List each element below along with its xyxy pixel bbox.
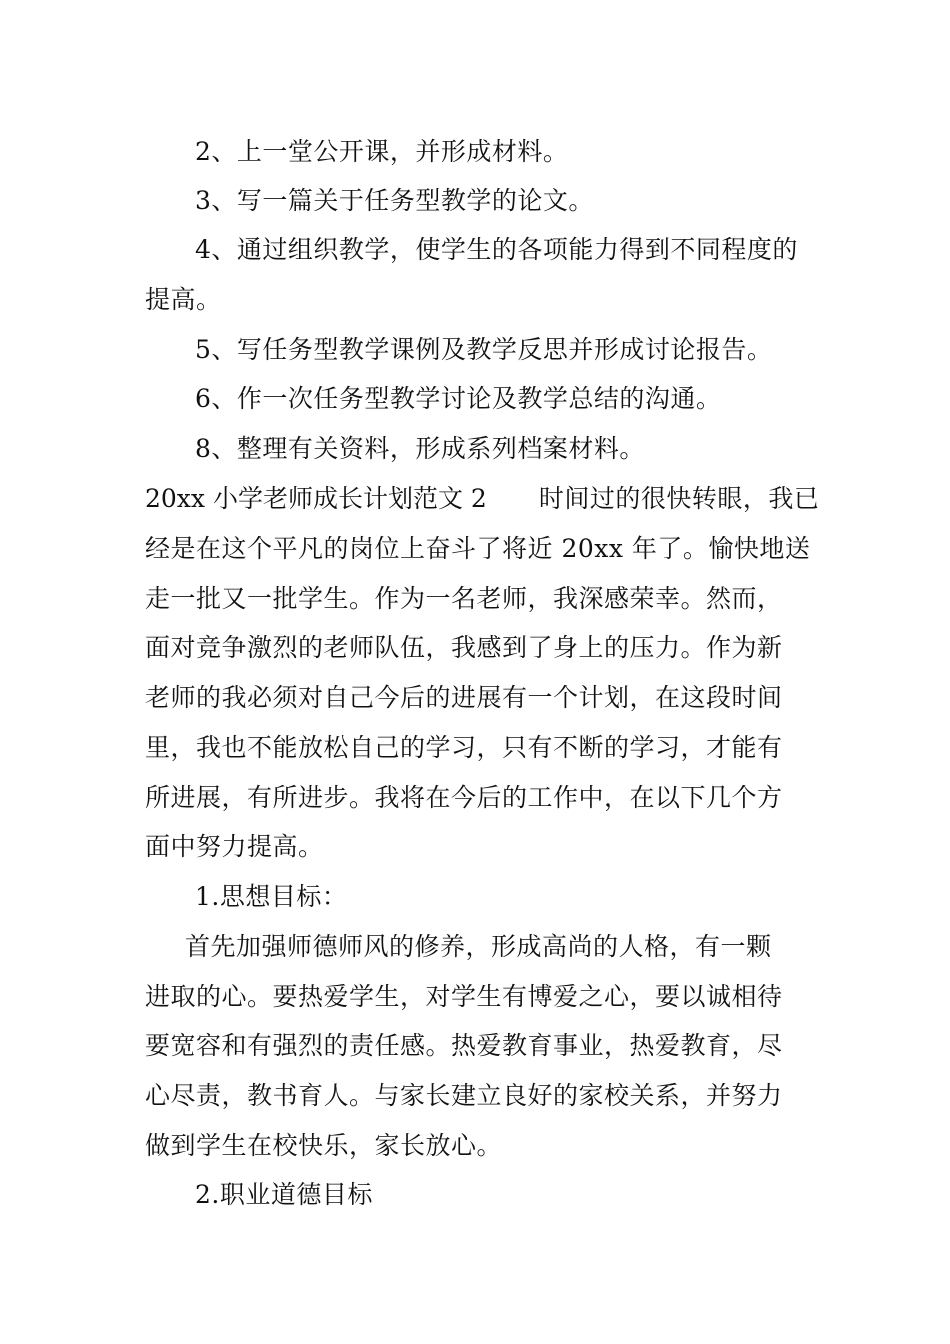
list-item-4-continuation: 提高。 — [145, 285, 222, 314]
section-title: 20xx 小学老师成长计划范文 2 — [145, 484, 487, 513]
section-text-line: 面对竞争激烈的老师队伍，我感到了身上的压力。作为新 — [145, 633, 783, 662]
section-text-line: 所进展，有所进步。我将在今后的工作中，在以下几个方 — [145, 783, 783, 812]
list-item-5: 5、写任务型教学课例及教学反思并形成讨论报告。 — [195, 335, 773, 364]
goal2-heading: 2.职业道德目标 — [195, 1180, 373, 1209]
goal1-text-line: 做到学生在校快乐，家长放心。 — [145, 1131, 503, 1160]
list-item-3: 3、写一篇关于任务型教学的论文。 — [195, 186, 594, 215]
section-text-line: 经是在这个平凡的岗位上奋斗了将近 20xx 年了。愉快地送 — [145, 534, 811, 563]
list-item-4: 4、通过组织教学，使学生的各项能力得到不同程度的 — [195, 235, 798, 264]
section-text-line: 老师的我必须对自己今后的进展有一个计划，在这段时间 — [145, 683, 783, 712]
section-first-line — [145, 482, 820, 516]
section-text-line: 时间过的很快转眼，我已 — [538, 484, 820, 513]
list-item-6: 6、作一次任务型教学讨论及教学总结的沟通。 — [195, 384, 722, 413]
list-item-2: 2、上一堂公开课，并形成材料。 — [195, 137, 569, 166]
list-item-8: 8、整理有关资料，形成系列档案材料。 — [195, 434, 645, 463]
goal1-text-line: 首先加强师德师风的修养，形成高尚的人格，有一颗 — [185, 932, 772, 961]
goal1-text-line: 要宽容和有强烈的责任感。热爱教育事业，热爱教育，尽 — [145, 1031, 783, 1060]
section-text-line: 里，我也不能放松自己的学习，只有不断的学习，才能有 — [145, 733, 783, 762]
goal1-heading: 1.思想目标： — [195, 882, 348, 911]
section-text-line: 面中努力提高。 — [145, 832, 324, 861]
goal1-text-line: 心尽责，教书育人。与家长建立良好的家校关系，并努力 — [145, 1081, 783, 1110]
goal1-text-line: 进取的心。要热爱学生，对学生有博爱之心，要以诚相待 — [145, 982, 783, 1011]
section-text-line: 走一批又一批学生。作为一名老师，我深感荣幸。然而， — [145, 584, 783, 613]
